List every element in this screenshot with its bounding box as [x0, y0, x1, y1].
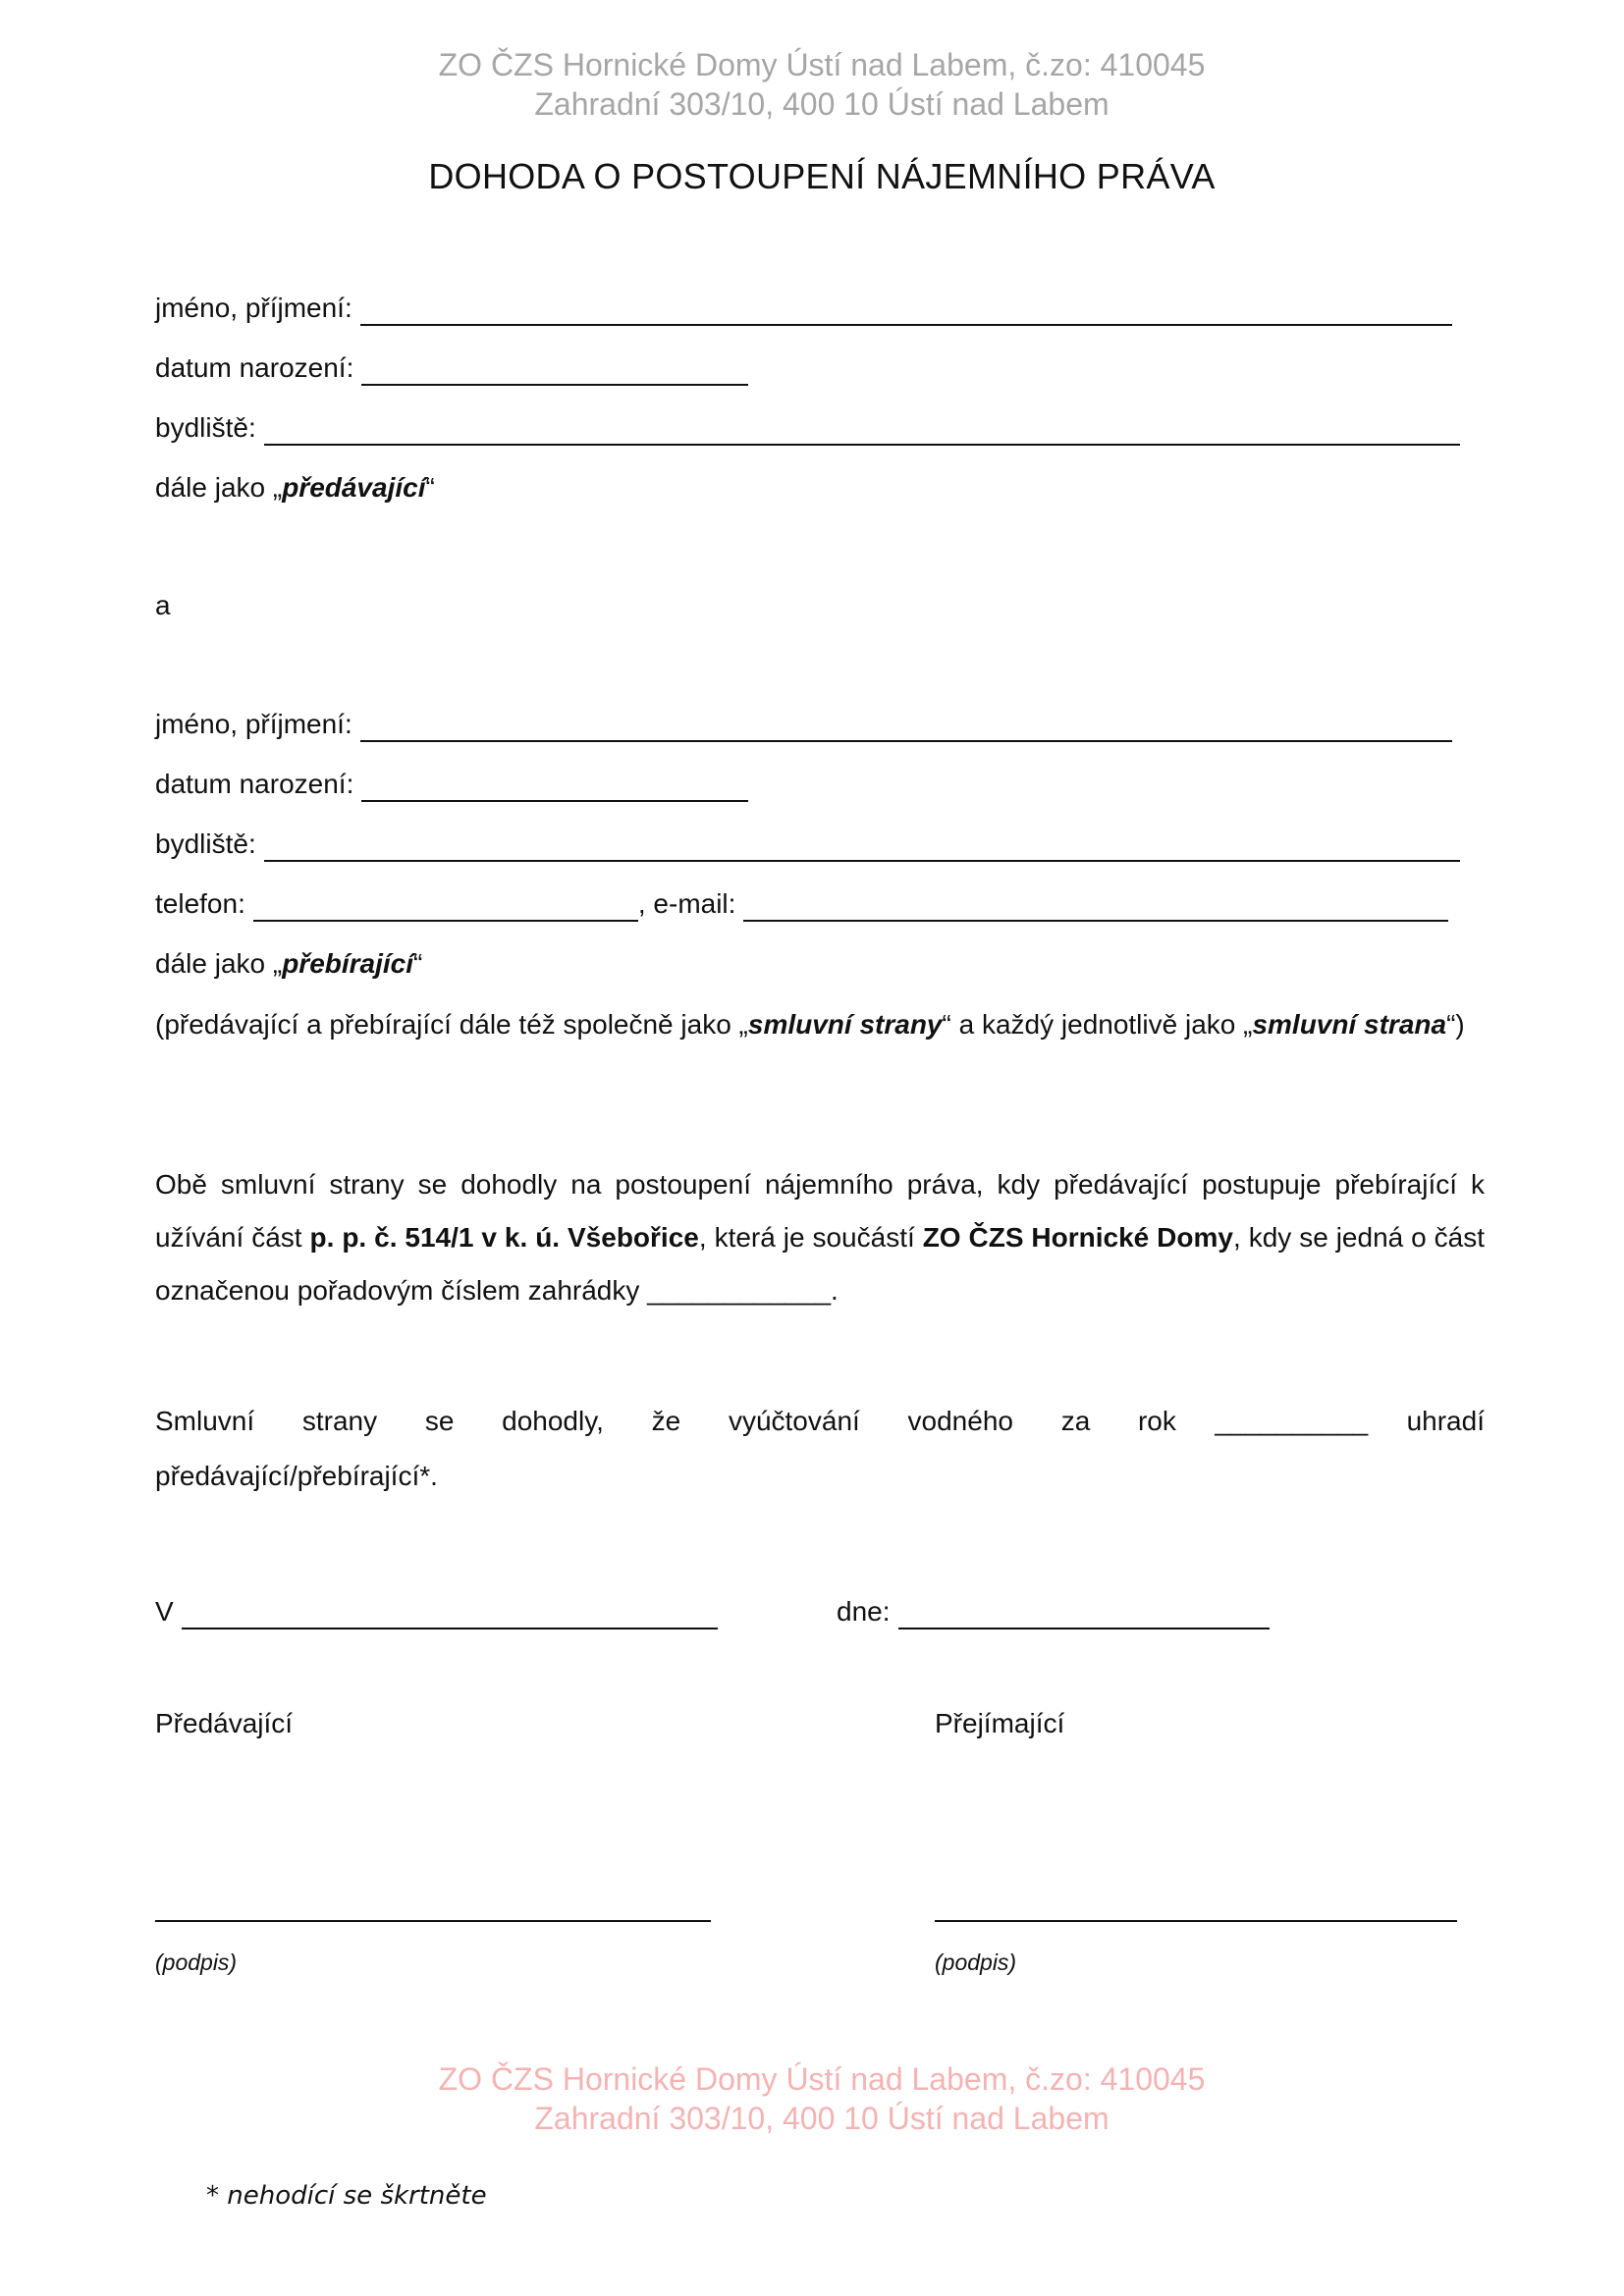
- document-title: DOHODA O POSTOUPENÍ NÁJEMNÍHO PRÁVA: [428, 156, 1216, 196]
- party1-name-label: jméno, příjmení:: [155, 293, 352, 323]
- party2-alias-row: [155, 938, 422, 982]
- party2-phone-field[interactable]: [253, 890, 638, 922]
- date-field[interactable]: [898, 1598, 1270, 1629]
- party1-address-label: bydliště:: [155, 412, 256, 443]
- party2-alias-suffix: “: [413, 948, 423, 979]
- water-billing-word: rok: [1137, 1406, 1176, 1436]
- water-billing-text: [155, 1402, 1176, 1441]
- parties-note-term-2: smluvní strana: [1252, 1009, 1447, 1040]
- party1-name-field[interactable]: [360, 294, 1452, 326]
- parties-note-text-1: (předávající a přebírající dále též společně jako „: [155, 1009, 748, 1040]
- party2-contact-row: [155, 879, 1448, 922]
- place-field[interactable]: [182, 1598, 718, 1629]
- party2-name-label: jméno, příjmení:: [155, 709, 352, 739]
- water-billing-line2: předávající/přebírající*.: [155, 1461, 438, 1491]
- header-address: Zahradní 303/10, 400 10 Ústí nad Labem: [534, 86, 1110, 122]
- party2-email-field[interactable]: [743, 890, 1448, 922]
- party2-phone-label: telefon:: [155, 888, 245, 919]
- party1-alias-suffix: “: [425, 472, 435, 503]
- date-row: [837, 1586, 1270, 1629]
- signature-line-right[interactable]: [935, 1920, 1457, 1922]
- parcel-number: p. p. č. 514/1 v k. ú. Všebořice: [309, 1222, 699, 1253]
- signature-caption-left: (podpis): [155, 1949, 238, 1975]
- parties-definition: [155, 1005, 1485, 1044]
- conjunction-text: a: [155, 590, 171, 620]
- water-billing-word: dohodly,: [502, 1406, 604, 1436]
- water-billing-row: [155, 1402, 1485, 1441]
- party2-birth-label: datum narození:: [155, 769, 354, 799]
- signer-right-label: Přejímající: [935, 1708, 1065, 1738]
- party1-birth-field[interactable]: [361, 354, 748, 386]
- water-billing-end: uhradí: [1406, 1406, 1485, 1436]
- water-billing-word: strany: [301, 1406, 378, 1436]
- date-label: dne:: [837, 1596, 891, 1627]
- party1-birth-row: [155, 343, 748, 386]
- parties-note-text-2: “ a každý jednotlivě jako „: [942, 1009, 1253, 1040]
- party1-alias-prefix: dále jako „: [155, 472, 283, 503]
- conjunction: [155, 580, 171, 623]
- place-label: V: [155, 1596, 174, 1627]
- party2-name-row: [155, 699, 1452, 742]
- footer-address: Zahradní 303/10, 400 10 Ústí nad Labem: [534, 2101, 1110, 2136]
- water-billing-word: vodného: [907, 1406, 1013, 1436]
- party1-name-row: [155, 283, 1452, 326]
- header-org-name: ZO ČZS Hornické Domy Ústí nad Labem, č.zo: 410045: [438, 47, 1206, 82]
- agreement-text-2: , která je součástí: [698, 1222, 923, 1253]
- water-billing-word: vyúčtování: [728, 1406, 860, 1436]
- water-year-field[interactable]: __________: [1215, 1406, 1369, 1436]
- party1-address-field[interactable]: [264, 414, 1460, 446]
- water-billing-word: se: [424, 1406, 455, 1436]
- party2-name-field[interactable]: [360, 711, 1452, 742]
- party2-email-label: , e-mail:: [637, 888, 736, 919]
- party1-alias: předávající: [282, 472, 426, 503]
- agreement-text-1: Obě smluvní strany se dohodly na postoupení nájemního práva, kdy předávající postupuje přebírající k užívání část: [155, 1169, 1485, 1253]
- water-billing-word: Smluvní: [155, 1406, 255, 1436]
- party2-address-field[interactable]: [264, 830, 1460, 862]
- agreement-text-3: , kdy se jedná o část označenou pořadovým číslem zahrádky: [155, 1222, 1485, 1306]
- party2-alias-prefix: dále jako „: [155, 948, 283, 979]
- water-billing-word: že: [651, 1406, 681, 1436]
- party2-address-label: bydliště:: [155, 828, 256, 859]
- party2-alias: přebírající: [282, 948, 414, 979]
- parties-note-text-3: “): [1446, 1009, 1465, 1040]
- garden-number-field[interactable]: ____________: [647, 1275, 832, 1306]
- party2-birth-row: [155, 759, 748, 802]
- party2-address-row: [155, 819, 1460, 862]
- place-row: [155, 1586, 718, 1629]
- signature-line-left[interactable]: [155, 1920, 711, 1922]
- water-billing-word: za: [1060, 1406, 1091, 1436]
- parties-note-term-1: smluvní strany: [747, 1009, 943, 1040]
- signer-left-label: Předávající: [155, 1708, 294, 1738]
- party2-birth-field[interactable]: [361, 771, 748, 802]
- signature-caption-right: (podpis): [935, 1949, 1017, 1975]
- footer-org-name: ZO ČZS Hornické Domy Ústí nad Labem, č.zo: 410045: [438, 2061, 1206, 2097]
- footnote: * nehodící se škrtněte: [206, 2181, 487, 2211]
- agreement-text-4: .: [831, 1275, 839, 1306]
- party1-birth-label: datum narození:: [155, 352, 354, 383]
- party1-address-row: [155, 402, 1460, 446]
- agreement-paragraph: [155, 1158, 1485, 1317]
- party1-alias-row: [155, 462, 435, 506]
- organization-name: ZO ČZS Hornické Domy: [922, 1222, 1233, 1253]
